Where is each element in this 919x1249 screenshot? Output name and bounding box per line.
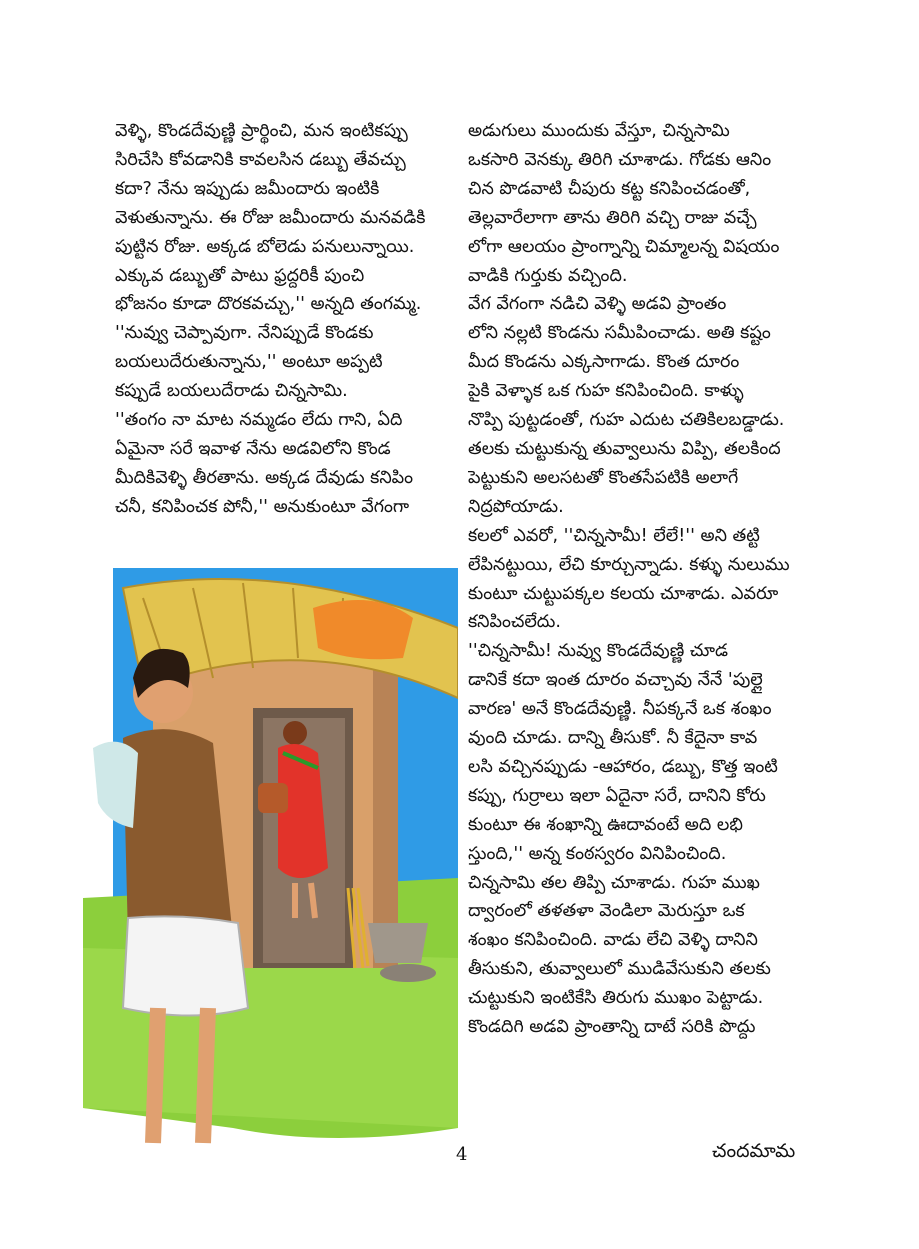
text-line: వేగ వేగంగా నడిచి వెళ్ళి అడవి ప్రాంతం <box>468 294 727 315</box>
text-line: పెట్టుకుని అలసటతో కొంతసేపటికి అలాగే <box>468 467 739 488</box>
text-line: కుంటూ చుట్టుపక్కల కలయ చూశాడు. ఎవరూ <box>468 583 779 604</box>
text-line: సిరిచేసి కోవడానికి కావలసిన డబ్బు తేవచ్చు <box>115 149 406 170</box>
text-line: బయలుదేరుతున్నాను,'' అంటూ అప్పటి <box>115 352 383 373</box>
text-line: నిద్రపోయాడు. <box>468 496 564 517</box>
left-text-column <box>115 117 450 522</box>
text-line: లోని నల్లటి కొండను సమీపించాడు. అతి కష్టం <box>468 323 771 344</box>
text-line: భోజనం కూడా దొరకవచ్చు,'' అన్నది తంగమ్మ. <box>115 294 422 315</box>
text-line: చిన పొడవాటి చీపురు కట్ట కనిపించడంతో, <box>468 178 751 199</box>
text-line: అడుగులు ముందుకు వేస్తూ, చిన్నసామి <box>468 121 730 141</box>
text-line: కలలో ఎవరో, ''చిన్నసామీ! లేలే!'' అని తట్టి <box>468 525 760 546</box>
dhoti <box>123 916 248 1015</box>
text-line: లసి వచ్చినప్పుడు -ఆహారం, డబ్బు, కొత్త ఇంటి <box>468 756 778 777</box>
magazine-name: చందమామ <box>712 1140 796 1162</box>
text-line: కొండదిగి అడవి ప్రాంతాన్ని దాటే సరికి పొద్దు <box>468 1017 756 1038</box>
right-text-column <box>468 117 808 1042</box>
text-line: పైకి వెళ్ళాక ఒక గుహ కనిపించింది. కాళ్ళు <box>468 381 744 402</box>
text-line: మీద కొండను ఎక్కసాగాడు. కొంత దూరం <box>468 352 740 373</box>
text-line: చుట్టుకుని ఇంటికేసి తిరుగు ముఖం పెట్టాడు. <box>468 988 764 1009</box>
text-line: కుంటూ ఈ శంఖాన్ని ఊదావంటే అది లభి <box>468 814 743 835</box>
text-line: మీదికివెళ్ళి తీరతాను. అక్కడ దేవుడు కనిపిం <box>115 467 414 488</box>
story-illustration <box>83 568 458 1178</box>
text-line: తెల్లవారేలాగా తాను తిరిగి వచ్చి రాజు వచ్చే <box>468 207 757 228</box>
text-line: నొప్పి పుట్టడంతో, గుహ ఎదుట చతికిలబడ్డాడు. <box>468 410 785 431</box>
text-line: శంఖం కనిపించింది. వాడు లేచి వెళ్ళి దానిని <box>468 930 758 951</box>
text-line: ద్వారంలో తళతళా వెండిలా మెరుస్తూ ఒక <box>468 901 745 922</box>
page-number: 4 <box>456 1144 468 1165</box>
cloth-on-roof <box>313 600 413 659</box>
towel <box>93 742 138 828</box>
text-line: కప్పు, గుర్రాలు ఇలా ఏదైనా సరే, దానిని కోరు <box>468 785 766 806</box>
text-line: కప్పుడే బయలుదేరాడు చిన్నసామి. <box>115 381 348 402</box>
text-line: వుంది చూడు. దాన్ని తీసుకో. నీ కేదైనా కావ <box>468 728 758 749</box>
text-line: ఏమైనా సరే ఇవాళ నేను అడవిలోని కొండ <box>115 438 391 459</box>
text-line: చిన్నసామి తల తిప్పి చూశాడు. గుహ ముఖ <box>468 872 760 893</box>
text-line: తీసుకుని, తువ్వాలులో ముడివేసుకుని తలకు <box>468 959 771 980</box>
text-line: వెళుతున్నాను. ఈ రోజు జమీందారు మనవడికి <box>115 207 426 228</box>
text-line: ''తంగం నా మాట నమ్మడం లేదు గాని, ఏది <box>115 410 403 431</box>
text-line: ''నువ్వు చెప్పావుగా. నేనిప్పుడే కొండకు <box>115 323 374 344</box>
text-line: వాడికి గుర్తుకు వచ్చింది. <box>468 265 628 286</box>
text-line: కనిపించలేదు. <box>468 612 561 633</box>
text-line: తలకు చుట్టుకున్న తువ్వాలును విప్పి, తలకింద <box>468 438 781 459</box>
text-line: లోగా ఆలయం ప్రాంగ్నాన్ని చిమ్మాలన్న విషయం <box>468 236 780 257</box>
text-line: ఎక్కువ డబ్బుతో పాటు ఫ్రద్దరికీ పుంచి <box>115 265 365 286</box>
text-line: పుట్టిన రోజు. అక్కడ బోలెడు పనులున్నాయి. <box>115 236 415 257</box>
text-line: స్తుంది,'' అన్న కంఠస్వరం వినిపించింది. <box>468 843 727 864</box>
text-line: ''చిన్నసామీ! నువ్వు కొండదేవుణ్ణి చూడ <box>468 641 728 662</box>
mortar <box>368 923 428 963</box>
text-line: డానికే కదా ఇంత దూరం వచ్చావు నేనే 'పుల్లై <box>468 670 763 691</box>
text-line: చనీ, కనిపించక పోనీ,'' అనుకుంటూ వేగంగా <box>115 496 410 517</box>
text-line: కదా? నేను ఇప్పుడు జమీందారు ఇంటికి <box>115 178 380 199</box>
text-line: వారణ' అనే కొండదేవుణ్ణి. నీపక్కనే ఒక శంఖం <box>468 699 772 720</box>
text-line: ఒకసారి వెనక్కు తిరిగి చూశాడు. గోడకు ఆనిం <box>468 149 772 170</box>
text-line: లేపినట్టుయి, లేచి కూర్చున్నాడు. కళ్ళు నులుము <box>468 554 790 575</box>
text-line: వెళ్ళి, కొండదేవుణ్ణి ప్రార్థించి, మన ఇంటికప్పు <box>115 121 408 141</box>
